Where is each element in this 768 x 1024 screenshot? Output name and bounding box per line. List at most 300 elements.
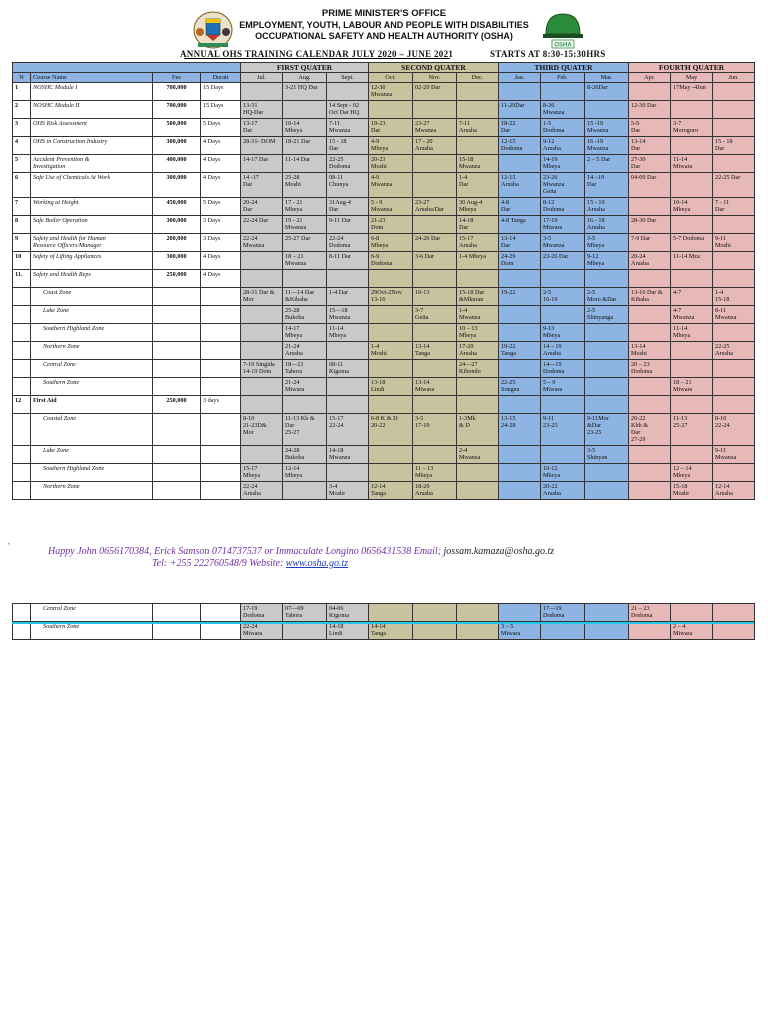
schedule-cell: 6-8 Mbeya xyxy=(369,234,413,252)
course-fee: 300,000 xyxy=(153,173,201,198)
course-duration: 15 Days xyxy=(201,83,241,101)
schedule-cell: 24-29 Dom xyxy=(499,252,541,270)
osha-logo-text: OSHA xyxy=(554,42,572,49)
schedule-cell: 4-7 xyxy=(671,288,713,306)
quarter-header: FOURTH QUATER xyxy=(629,63,755,73)
schedule-cell: 24—27 Kibondo xyxy=(457,360,499,378)
course-row xyxy=(13,101,755,119)
schedule-cell: 4-9 Mbeya xyxy=(369,137,413,155)
course-duration: 3 Days xyxy=(201,234,241,252)
schedule-cell: 18 – 21 Mtwara xyxy=(671,378,713,396)
schedule-cell xyxy=(369,270,413,288)
schedule-cell: 14—19 Dodoma xyxy=(541,360,585,378)
schedule-cell: 7-9 Dar xyxy=(629,234,671,252)
schedule-cell xyxy=(629,306,671,324)
row-number-cell xyxy=(13,446,31,464)
schedule-cell: 19-22 Tanga xyxy=(499,342,541,360)
schedule-cell: 6-8 K & D 20-22 xyxy=(369,414,413,446)
schedule-cell xyxy=(671,216,713,234)
schedule-cell xyxy=(629,446,671,464)
schedule-cell: 3 – 5 Mtwara xyxy=(499,622,541,640)
schedule-cell: 23-26 Dar xyxy=(541,252,585,270)
schedule-cell: 3-7 Geita xyxy=(413,306,457,324)
course-fee: 300,000 xyxy=(153,252,201,270)
schedule-cell: 12-14 Mbeya xyxy=(283,464,327,482)
cyan-guide-line xyxy=(12,622,754,624)
row-number-cell xyxy=(13,342,31,360)
course-fee: 300,000 xyxy=(153,137,201,155)
schedule-cell: 14-18 Lindi xyxy=(327,622,369,640)
schedule-cell: 9-12 Arusha xyxy=(541,137,585,155)
schedule-cell xyxy=(457,482,499,500)
header-line-1: PRIME MINISTER'S OFFICE xyxy=(321,8,447,19)
schedule-cell xyxy=(585,101,629,119)
schedule-cell: 12-14 Tanga xyxy=(369,482,413,500)
zone-row xyxy=(13,378,755,396)
row-number-cell xyxy=(13,288,31,306)
row-number-cell xyxy=(13,324,31,342)
schedule-cell xyxy=(585,482,629,500)
schedule-cell: 15-17 22-24 xyxy=(327,414,369,446)
schedule-cell xyxy=(541,396,585,414)
schedule-cell: 30 Aug-4 Mbeya xyxy=(457,198,499,216)
schedule-cell: 11 – 13 Mbeya xyxy=(413,464,457,482)
zone-row xyxy=(13,360,755,378)
schedule-cell xyxy=(671,137,713,155)
schedule-cell: 12-14 Arusha xyxy=(713,482,755,500)
schedule-cell xyxy=(369,446,413,464)
row-number: 1 xyxy=(13,83,31,101)
schedule-cell: 22-24 Mtwara xyxy=(241,622,283,640)
column-header: N xyxy=(13,73,31,83)
course-duration: 4 Days xyxy=(201,270,241,288)
schedule-cell: 23-27 Mwanza xyxy=(413,119,457,137)
schedule-cell: 25-27 Dar xyxy=(283,234,327,252)
schedule-cell: 13-15 24-28 xyxy=(499,414,541,446)
schedule-cell xyxy=(541,270,585,288)
zone-name: Southern Highland Zone xyxy=(31,464,153,482)
column-header: Course Name xyxy=(31,73,153,83)
schedule-cell xyxy=(541,446,585,464)
course-name: Safety of Lifting Appliances xyxy=(31,252,153,270)
contact-names: Happy John 0656170384, Erick Samson 0714737537 or Immaculate Longino 0656431538 Email; xyxy=(48,546,444,557)
course-name: NOSHC Module I xyxy=(31,83,153,101)
schedule-cell xyxy=(413,216,457,234)
schedule-cell xyxy=(369,324,413,342)
schedule-cell: 24-26 Dar xyxy=(413,234,457,252)
schedule-cell xyxy=(671,342,713,360)
schedule-cell: 21-23 Dom xyxy=(369,216,413,234)
zone-name: Lake Zone xyxy=(31,446,153,464)
contact-email[interactable]: jossam.kamaza@osha.go.tz xyxy=(443,546,555,557)
schedule-cell xyxy=(327,464,369,482)
course-fee: 250,000 xyxy=(153,270,201,288)
schedule-cell: 9-11Mor &Dar 23-25 xyxy=(585,414,629,446)
row-number-cell xyxy=(13,464,31,482)
zone-row xyxy=(13,622,755,640)
row-number: 12 xyxy=(13,396,31,414)
header-blank-cell xyxy=(13,63,241,73)
schedule-cell xyxy=(713,622,755,640)
schedule-cell xyxy=(499,604,541,622)
schedule-cell xyxy=(457,464,499,482)
schedule-cell: 10-13 xyxy=(413,288,457,306)
course-name: Accident Prevention & Investigation xyxy=(31,155,153,173)
schedule-cell xyxy=(585,270,629,288)
schedule-cell: 3-6 Dar xyxy=(413,252,457,270)
row-number: 9 xyxy=(13,234,31,252)
schedule-cell: 13-17 Dar xyxy=(241,119,283,137)
schedule-cell: 15-17 Mbeya xyxy=(241,464,283,482)
schedule-cell: 1-4 Mwanza xyxy=(457,306,499,324)
schedule-cell: 14 -17 Dar xyxy=(241,173,283,198)
schedule-cell xyxy=(585,378,629,396)
schedule-cell: 8-10 22-24 xyxy=(713,414,755,446)
schedule-cell xyxy=(713,155,755,173)
schedule-cell: 22-24 Dar xyxy=(241,216,283,234)
schedule-cell: 19 - 21 Mwanza xyxy=(283,216,327,234)
schedule-cell xyxy=(629,198,671,216)
schedule-cell: 8-11 Mwanza xyxy=(713,306,755,324)
schedule-cell: 10 – 13 Mbeya xyxy=(457,324,499,342)
schedule-cell xyxy=(241,270,283,288)
course-row xyxy=(13,137,755,155)
schedule-cell: 07—09 Tabora xyxy=(283,604,327,622)
course-row xyxy=(13,155,755,173)
schedule-cell xyxy=(585,360,629,378)
course-duration: 5 Days xyxy=(201,198,241,216)
schedule-cell: 22-24 Arusha xyxy=(241,482,283,500)
fee-cell xyxy=(153,604,201,622)
calendar-start-time: STARTS AT 8:30-15:30HRS xyxy=(490,49,606,59)
schedule-cell: 7 - 11 Dar xyxy=(713,198,755,216)
course-duration: 4 Days xyxy=(201,173,241,198)
schedule-cell: 3-4 Moshi xyxy=(327,482,369,500)
schedule-cell: 18-21 Dar xyxy=(283,137,327,155)
schedule-cell: 28-30 Dar xyxy=(629,216,671,234)
document-header xyxy=(0,8,768,42)
schedule-cell: 5-7 Dodoma xyxy=(671,234,713,252)
schedule-cell xyxy=(369,604,413,622)
schedule-cell: 16 -19 Mwanza xyxy=(585,137,629,155)
schedule-cell: 20-24 Dar xyxy=(241,198,283,216)
schedule-cell xyxy=(499,446,541,464)
course-name: OHS Risk Assessment xyxy=(31,119,153,137)
schedule-cell: 22-25 Arusha xyxy=(713,342,755,360)
schedule-cell xyxy=(629,378,671,396)
schedule-cell: 19-22 xyxy=(499,288,541,306)
quarter-header-row xyxy=(13,63,755,73)
schedule-cell xyxy=(413,396,457,414)
duration-cell xyxy=(201,342,241,360)
schedule-cell xyxy=(241,378,283,396)
schedule-cell xyxy=(457,137,499,155)
zone-row xyxy=(13,306,755,324)
schedule-cell xyxy=(327,342,369,360)
schedule-cell: 23-27 Arusha/Dar xyxy=(413,198,457,216)
schedule-cell: 13-14 Dar xyxy=(629,137,671,155)
schedule-cell: 15-18 Moshi xyxy=(671,482,713,500)
row-number-cell xyxy=(13,414,31,446)
zone-name: Coastal Zone xyxy=(31,414,153,446)
schedule-cell: 2 – 5 Dar xyxy=(585,155,629,173)
course-duration: 3 days xyxy=(201,396,241,414)
zone-row xyxy=(13,464,755,482)
zone-row xyxy=(13,324,755,342)
contact-website-link[interactable]: www.osha.go.tz xyxy=(285,558,349,569)
schedule-cell xyxy=(629,482,671,500)
course-duration: 15 Days xyxy=(201,101,241,119)
schedule-cell: 18 – 21 Mwanza xyxy=(283,252,327,270)
schedule-cell: 3-21 HQ Dar xyxy=(283,83,327,101)
schedule-cell xyxy=(585,342,629,360)
course-duration: 4 Days xyxy=(201,252,241,270)
schedule-cell xyxy=(499,155,541,173)
schedule-cell: 22-24 Mwanza xyxy=(241,234,283,252)
fee-cell xyxy=(153,324,201,342)
schedule-cell: 4-9 Mwanza xyxy=(369,173,413,198)
schedule-cell xyxy=(541,306,585,324)
schedule-cell xyxy=(413,446,457,464)
zone-name: Southern Zone xyxy=(31,378,153,396)
schedule-cell: 04-06 Kigoma xyxy=(327,604,369,622)
schedule-cell: 2 – 4 Mtwara xyxy=(671,622,713,640)
schedule-cell xyxy=(713,604,755,622)
schedule-cell: 22-25 Dar xyxy=(713,173,755,198)
schedule-cell: 7-11 Arusha xyxy=(457,119,499,137)
duration-cell xyxy=(201,446,241,464)
schedule-cell xyxy=(413,324,457,342)
course-name: Safety and Health Reps xyxy=(31,270,153,288)
schedule-cell xyxy=(327,83,369,101)
schedule-cell: 20-23 Moshi xyxy=(369,155,413,173)
duration-cell xyxy=(201,306,241,324)
schedule-cell: 3-5 Mwanza xyxy=(541,234,585,252)
schedule-cell xyxy=(241,83,283,101)
schedule-cell xyxy=(499,270,541,288)
schedule-cell: 1-3Mk & D xyxy=(457,414,499,446)
schedule-cell: 18—21 Tabora xyxy=(283,360,327,378)
schedule-cell: 5 - 9 Mwanza xyxy=(369,198,413,216)
duration-cell xyxy=(201,464,241,482)
schedule-cell xyxy=(457,604,499,622)
training-calendar-table xyxy=(12,62,755,500)
schedule-cell: 04-09 Dar xyxy=(629,173,671,198)
schedule-cell: 3-5 17-19 xyxy=(413,414,457,446)
schedule-cell: 10-14 Mbeya xyxy=(671,198,713,216)
schedule-cell: 15 -19 Mwanza xyxy=(585,119,629,137)
schedule-cell: 1-5 Dodoma xyxy=(541,119,585,137)
course-row xyxy=(13,173,755,198)
schedule-cell xyxy=(629,83,671,101)
schedule-cell: 3-5 Shinyan xyxy=(585,446,629,464)
schedule-cell xyxy=(541,83,585,101)
schedule-cell xyxy=(629,270,671,288)
schedule-cell: 4-8 Dar xyxy=(499,198,541,216)
schedule-cell: 14-19 Mbeya xyxy=(541,155,585,173)
schedule-cell xyxy=(327,270,369,288)
schedule-cell: 4-7 Mwanza xyxy=(671,306,713,324)
schedule-cell xyxy=(713,324,755,342)
schedule-cell: 31Aug-4 Dar xyxy=(327,198,369,216)
column-header: Jul. xyxy=(241,73,283,83)
schedule-cell xyxy=(327,396,369,414)
course-duration: 5 Days xyxy=(201,119,241,137)
schedule-cell xyxy=(585,464,629,482)
schedule-cell: 15 - 18 Dar xyxy=(713,137,755,155)
column-header: Feb. xyxy=(541,73,585,83)
row-number: 6 xyxy=(13,173,31,198)
fee-cell xyxy=(153,306,201,324)
schedule-cell: 12-15 Dodoma xyxy=(499,137,541,155)
schedule-cell xyxy=(713,464,755,482)
schedule-cell xyxy=(541,622,585,640)
course-name: First Aid xyxy=(31,396,153,414)
schedule-cell xyxy=(241,306,283,324)
schedule-cell: 24-28 Bukoba xyxy=(283,446,327,464)
zone-name: Northern Zone xyxy=(31,342,153,360)
schedule-cell xyxy=(241,252,283,270)
fee-cell xyxy=(153,622,201,640)
schedule-cell: 12 – 14 Mbeya xyxy=(671,464,713,482)
schedule-cell: 16 - 18 Arusha xyxy=(585,216,629,234)
schedule-cell: 8-10 21-23D& Mor xyxy=(241,414,283,446)
schedule-cell: 28-31 Dar & Mor xyxy=(241,288,283,306)
schedule-cell: 17May -4Jun xyxy=(671,83,713,101)
column-header: Durati xyxy=(201,73,241,83)
fee-cell xyxy=(153,342,201,360)
schedule-cell xyxy=(713,378,755,396)
schedule-cell xyxy=(499,360,541,378)
schedule-cell xyxy=(585,324,629,342)
fee-cell xyxy=(153,378,201,396)
schedule-cell xyxy=(499,464,541,482)
column-header: Dec. xyxy=(457,73,499,83)
schedule-cell xyxy=(629,396,671,414)
schedule-cell xyxy=(283,396,327,414)
schedule-cell: 23-26 Mwanza Geita xyxy=(541,173,585,198)
schedule-cell xyxy=(713,252,755,270)
schedule-cell: 8-26Dar xyxy=(585,83,629,101)
schedule-cell: 13-18 Lindi xyxy=(369,378,413,396)
row-number: 3 xyxy=(13,119,31,137)
row-number: 7 xyxy=(13,198,31,216)
course-fee: 300,000 xyxy=(153,216,201,234)
schedule-cell: 14 Sept - 02 Oct Dar HQ xyxy=(327,101,369,119)
schedule-cell xyxy=(713,270,755,288)
schedule-cell: 1-4 Mbeya xyxy=(457,252,499,270)
schedule-cell: 12-15 Arusha xyxy=(499,173,541,198)
course-fee: 700,000 xyxy=(153,83,201,101)
column-header: Aug. xyxy=(283,73,327,83)
schedule-cell: 1-4 15-18 xyxy=(713,288,755,306)
schedule-cell xyxy=(241,446,283,464)
schedule-cell xyxy=(283,482,327,500)
schedule-cell: 12-30 Dar xyxy=(629,101,671,119)
zone-name: Central Zone xyxy=(31,360,153,378)
header-line-3: OCCUPATIONAL SAFETY AND HEALTH AUTHORITY (OSHA) xyxy=(255,31,513,41)
fee-cell xyxy=(153,464,201,482)
course-row xyxy=(13,198,755,216)
row-number-cell xyxy=(13,482,31,500)
row-number-cell xyxy=(13,622,31,640)
schedule-cell xyxy=(713,119,755,137)
schedule-cell: 22-24 Dodoma xyxy=(327,234,369,252)
course-name: Working at Height xyxy=(31,198,153,216)
schedule-cell: 22-25 Songea xyxy=(499,378,541,396)
schedule-cell: 11-14 Mza xyxy=(671,252,713,270)
schedule-cell xyxy=(499,306,541,324)
schedule-cell: 3-5 Mbeya xyxy=(585,234,629,252)
schedule-cell: 6-9 Dodoma xyxy=(369,252,413,270)
schedule-cell: 13-16 Dar & Kibaha xyxy=(629,288,671,306)
schedule-cell: 18-20 Arusha xyxy=(413,482,457,500)
quarter-header: THIRD QUATER xyxy=(499,63,629,73)
schedule-cell xyxy=(241,396,283,414)
course-name: NOSHC Module II xyxy=(31,101,153,119)
schedule-cell xyxy=(713,216,755,234)
schedule-cell xyxy=(413,270,457,288)
zone-name: Southern Zone xyxy=(31,622,153,640)
zone-name: Northern Zone xyxy=(31,482,153,500)
schedule-cell: 2-5 Moro &Dar xyxy=(585,288,629,306)
course-row xyxy=(13,83,755,101)
course-fee: 200,000 xyxy=(153,234,201,252)
schedule-cell xyxy=(413,604,457,622)
schedule-cell xyxy=(369,306,413,324)
zone-row xyxy=(13,604,755,622)
schedule-cell: 8-11 Dar xyxy=(327,252,369,270)
schedule-cell: 20-22 Arusha xyxy=(541,482,585,500)
schedule-cell: 08-11 Kigoma xyxy=(327,360,369,378)
schedule-cell: 17-20 Arusha xyxy=(457,342,499,360)
subtitle-underline xyxy=(184,58,450,59)
course-duration: 4 Days xyxy=(201,137,241,155)
schedule-cell: 14-17 Dar xyxy=(241,155,283,173)
row-number-cell xyxy=(13,378,31,396)
zone-row xyxy=(13,288,755,306)
schedule-cell xyxy=(457,622,499,640)
schedule-cell xyxy=(713,360,755,378)
schedule-cell xyxy=(413,173,457,198)
schedule-cell: 2-4 Mwanza xyxy=(457,446,499,464)
course-row xyxy=(13,270,755,288)
row-number: 2 xyxy=(13,101,31,119)
schedule-cell: 13-14 Mtwara xyxy=(413,378,457,396)
schedule-cell: 14-18 Dar xyxy=(457,216,499,234)
schedule-cell: 2-5 Shinyanga xyxy=(585,306,629,324)
zone-name: Coast Zone xyxy=(31,288,153,306)
schedule-cell: 3-7 Morogoro xyxy=(671,119,713,137)
schedule-cell: 14 –19 Dar xyxy=(585,173,629,198)
schedule-cell: 9-11 Mwanza xyxy=(713,446,755,464)
schedule-cell xyxy=(413,155,457,173)
row-number: 4 xyxy=(13,137,31,155)
contact-phone: Tel: +255 222760548/9 Website: xyxy=(152,558,286,569)
duration-cell xyxy=(201,604,241,622)
schedule-cell xyxy=(369,396,413,414)
schedule-cell: 17 - 21 Mbeya xyxy=(283,198,327,216)
schedule-cell xyxy=(283,101,327,119)
schedule-cell xyxy=(413,101,457,119)
schedule-cell: 19-23 Dar xyxy=(369,119,413,137)
schedule-cell: 9-11 23-25 xyxy=(541,414,585,446)
schedule-cell xyxy=(713,101,755,119)
schedule-cell: 15-18 Mwanza xyxy=(457,155,499,173)
schedule-cell: 1-4 Dar xyxy=(327,288,369,306)
schedule-cell: 21 – 23 Dodoma xyxy=(629,604,671,622)
schedule-cell: 17—19 Dodoma xyxy=(541,604,585,622)
